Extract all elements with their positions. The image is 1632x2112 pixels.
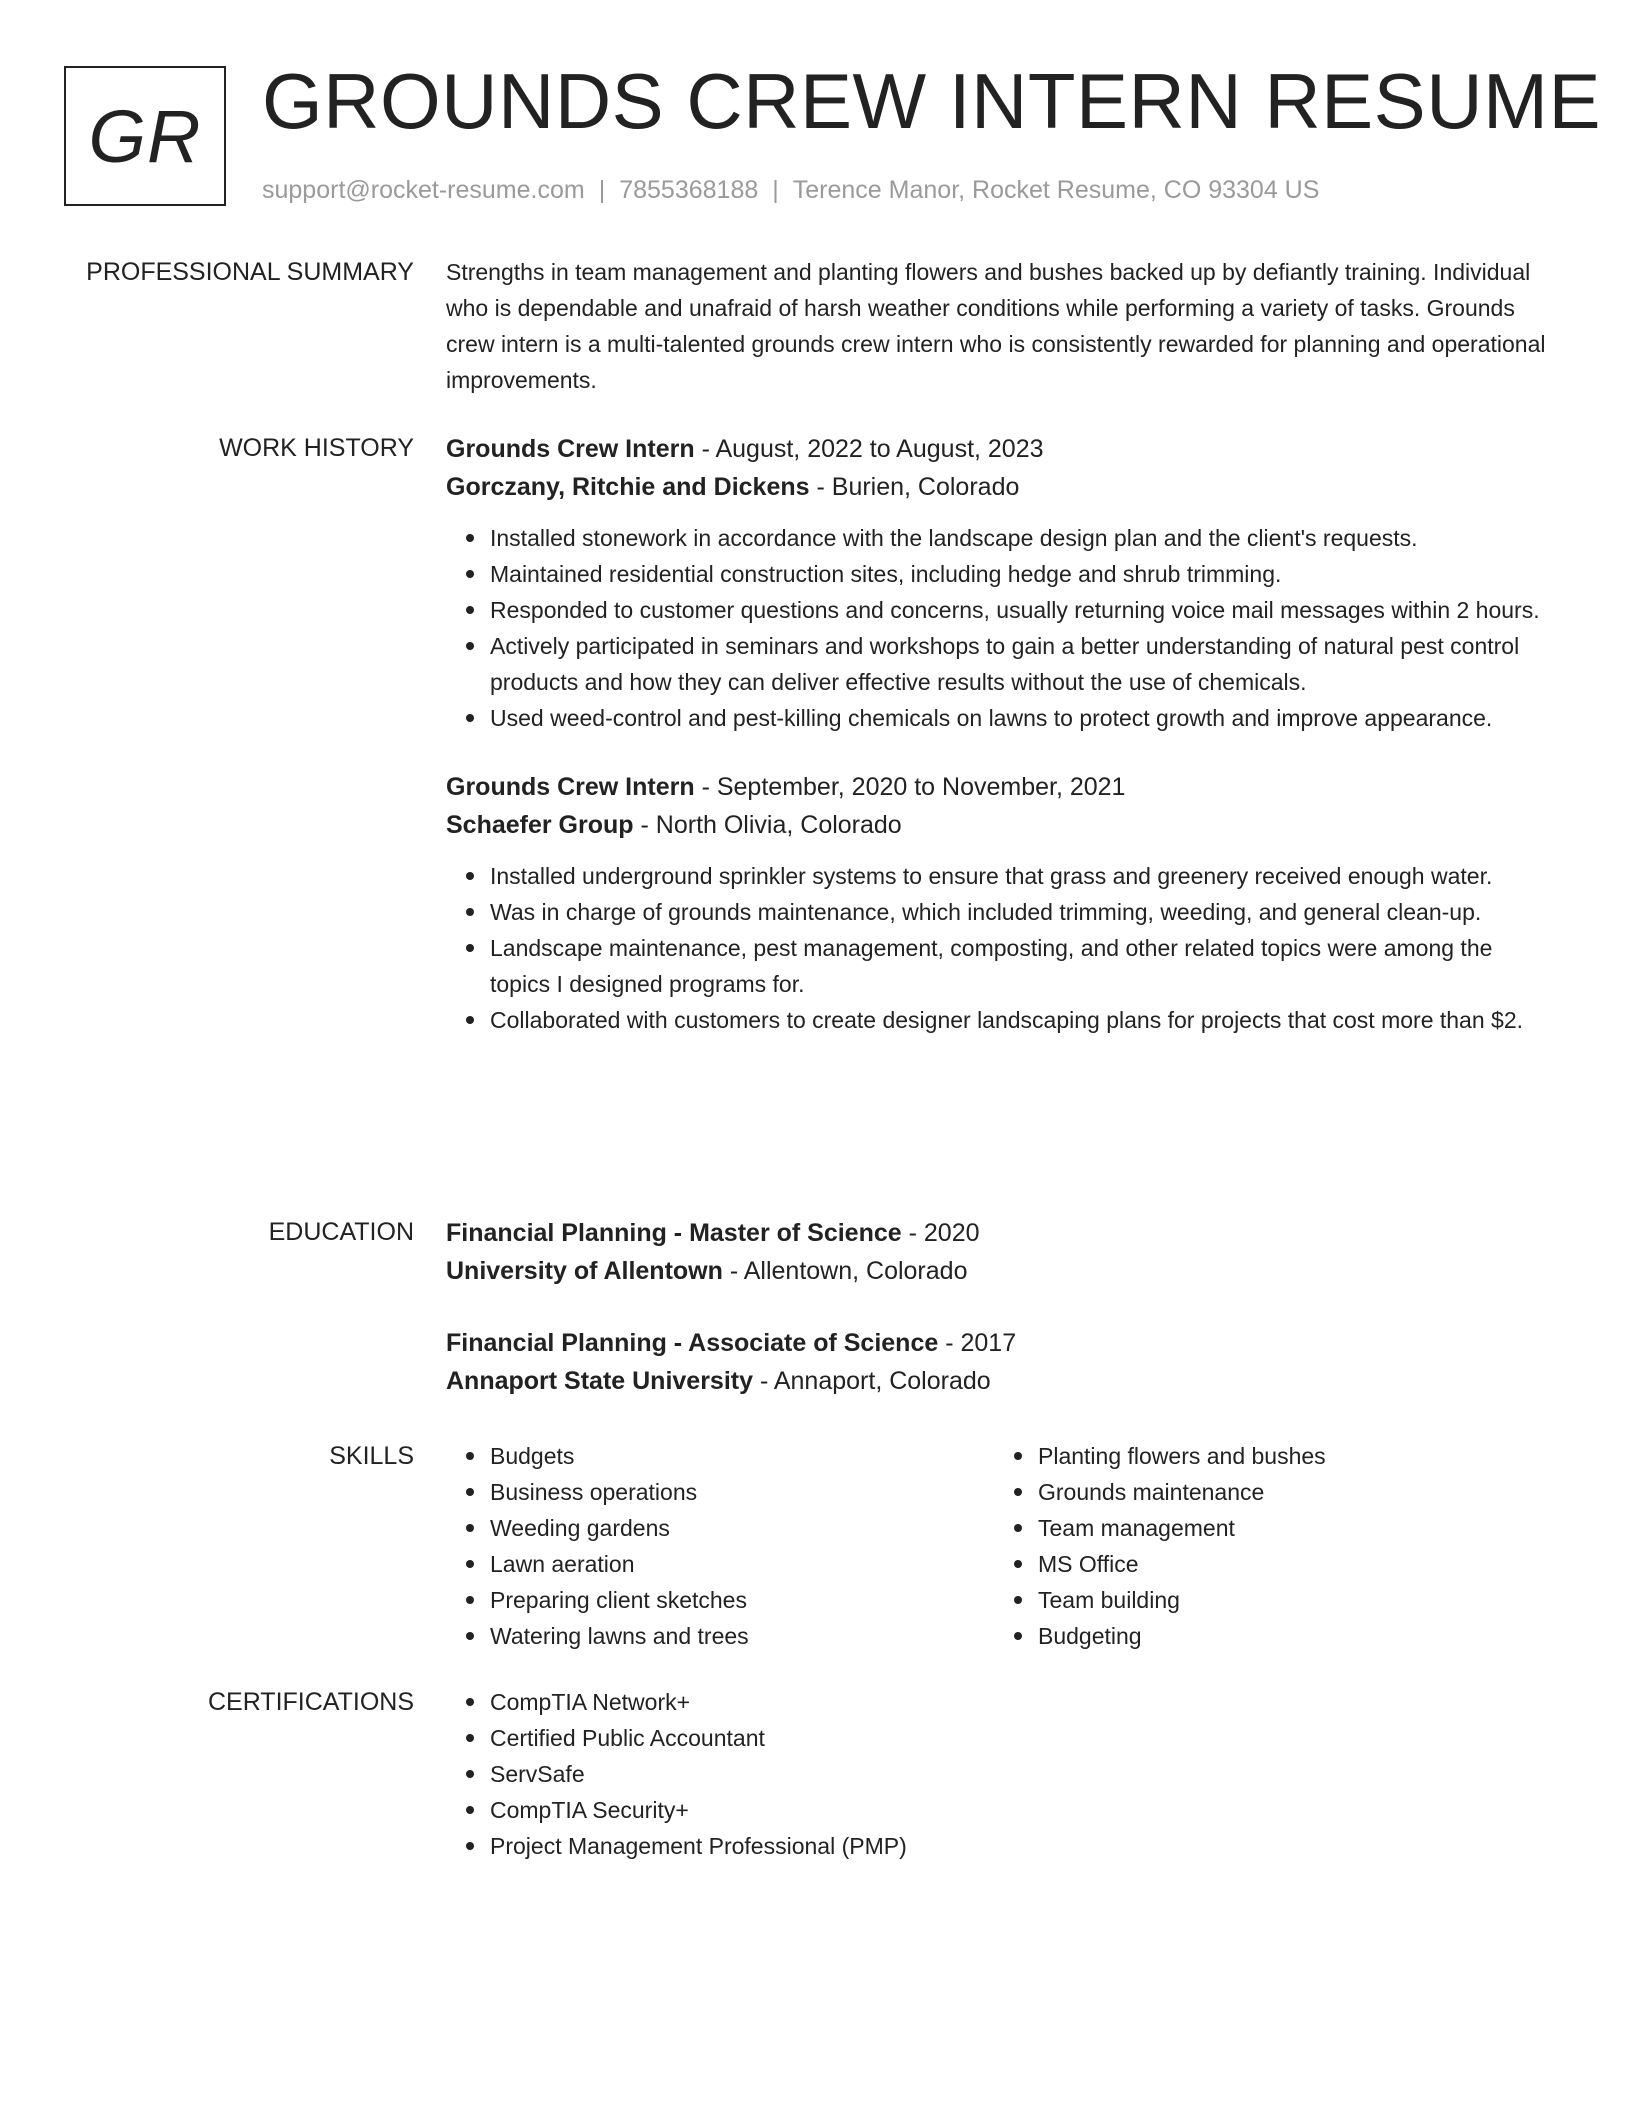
contact-email: support@rocket-resume.com — [262, 176, 585, 204]
list-item: Preparing client sketches — [490, 1582, 994, 1618]
list-item: CompTIA Security+ — [490, 1792, 1556, 1828]
section-label: CERTIFICATIONS — [207, 1688, 414, 1716]
job-dates: - August, 2022 to August, 2023 — [694, 435, 1044, 463]
list-item: Installed underground sprinkler systems to ensure that grass and greenery received enough water. — [490, 858, 1556, 894]
monogram: GR — [64, 66, 226, 206]
contact-phone: 7855368188 — [619, 176, 759, 204]
list-item: Budgeting — [1038, 1618, 1542, 1654]
edu-school: University of Allentown — [446, 1257, 723, 1285]
job-company: Gorczany, Ritchie and Dickens — [446, 473, 810, 501]
edu-degree: Financial Planning - Associate of Science — [446, 1329, 939, 1357]
job-location: - North Olivia, Colorado — [633, 811, 902, 839]
list-item: Used weed-control and pest-killing chemicals on lawns to protect growth and improve appearance. — [490, 700, 1556, 736]
job-title: Grounds Crew Intern — [446, 435, 695, 463]
list-item: Business operations — [490, 1474, 994, 1510]
edu-location: - Annaport, Colorado — [753, 1367, 991, 1395]
list-item: Maintained residential construction sites, including hedge and shrub trimming. — [490, 556, 1556, 592]
contact-separator: | — [772, 176, 779, 204]
job-location: - Burien, Colorado — [809, 473, 1020, 501]
section-label: EDUCATION — [268, 1218, 414, 1246]
edu-year: - 2017 — [938, 1329, 1017, 1357]
list-item: Certified Public Accountant — [490, 1720, 1556, 1756]
job-title: Grounds Crew Intern — [446, 773, 695, 801]
list-item: Collaborated with customers to create designer landscaping plans for projects that cost more than $2. — [490, 1002, 1556, 1038]
job-company: Schaefer Group — [446, 811, 634, 839]
edu-year: - 2020 — [901, 1219, 980, 1247]
list-item: Team building — [1038, 1582, 1542, 1618]
list-item: Weeding gardens — [490, 1510, 994, 1546]
list-item: Installed stonework in accordance with the landscape design plan and the client's requests. — [490, 520, 1556, 556]
list-item: Responded to customer questions and concerns, usually returning voice mail messages within 2 hours. — [490, 592, 1556, 628]
list-item: Lawn aeration — [490, 1546, 994, 1582]
job-dates: - September, 2020 to November, 2021 — [694, 773, 1126, 801]
list-item: Actively participated in seminars and workshops to gain a better understanding of natural pest control products and how they can deliver effective results without the use of chemicals. — [490, 628, 1556, 700]
list-item: Team management — [1038, 1510, 1542, 1546]
section-label: WORK HISTORY — [219, 434, 414, 462]
list-item: Was in charge of grounds maintenance, which included trimming, weeding, and general clean-up. — [490, 894, 1556, 930]
edu-degree: Financial Planning - Master of Science — [446, 1219, 902, 1247]
contact-line — [262, 174, 1319, 206]
contact-separator: | — [598, 176, 606, 204]
list-item: Landscape maintenance, pest management, composting, and other related topics were among the topics I designed programs for. — [490, 930, 1556, 1002]
section-label: SKILLS — [329, 1442, 414, 1470]
job-entry — [446, 430, 1556, 736]
education-entry — [446, 1214, 1556, 1290]
job-entry — [446, 768, 1556, 1038]
edu-location: - Allentown, Colorado — [722, 1257, 968, 1285]
summary-text: Strengths in team management and planting flowers and bushes backed up by defiantly training. Individual who is dependable and unafraid of harsh weather conditions while performing a variety of tasks. Grounds crew intern is a multi-talented grounds crew intern who is consistently rewarded for planning and operational improvements. — [446, 259, 1546, 393]
list-item: Project Management Professional (PMP) — [490, 1828, 1556, 1864]
list-item: Planting flowers and bushes — [1038, 1438, 1542, 1474]
list-item: CompTIA Network+ — [490, 1684, 1556, 1720]
list-item: Budgets — [490, 1438, 994, 1474]
contact-address: Terence Manor, Rocket Resume, CO 93304 US — [792, 176, 1320, 204]
list-item: Watering lawns and trees — [490, 1618, 994, 1654]
education-entry — [446, 1324, 1556, 1400]
page-title: GROUNDS CREW INTERN RESUME — [262, 57, 1602, 145]
list-item: MS Office — [1038, 1546, 1542, 1582]
list-item: ServSafe — [490, 1756, 1556, 1792]
list-item: Grounds maintenance — [1038, 1474, 1542, 1510]
section-label: PROFESSIONAL SUMMARY — [86, 258, 414, 286]
edu-school: Annaport State University — [446, 1367, 754, 1395]
